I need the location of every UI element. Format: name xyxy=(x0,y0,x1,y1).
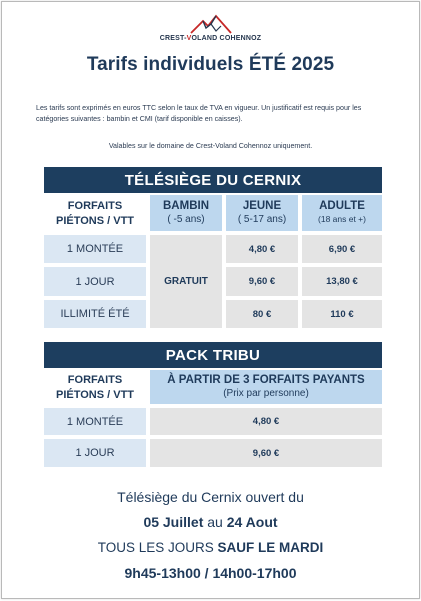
logo xyxy=(2,14,419,42)
column-header-bambin: BAMBIN ( -5 ans) xyxy=(150,195,222,231)
row-label-illimite-ete: ILLIMITÉ ÉTÉ xyxy=(44,300,146,328)
tribu-forfaits-label: FORFAITS PIÉTONS / VTT xyxy=(55,374,135,401)
tribu-price-1-jour: 9,60 € xyxy=(150,439,382,467)
opening-line: Télésiège du Cernix ouvert du xyxy=(117,489,304,505)
column-header-jeune: JEUNE ( 5-17 ans) xyxy=(226,195,298,231)
price-adulte-1-montee: 6,90 € xyxy=(302,235,382,263)
logo-text: CREST-VOLAND COHENNOZ xyxy=(159,35,262,42)
tariff-sheet xyxy=(1,1,420,599)
opening-hours: 9h45-13h00 / 14h00-17h00 xyxy=(124,565,297,581)
intro-text: Les tarifs sont exprimés en euros TTC selon le taux de TVA en vigueur. Un justificatif est requis pour les catégories suivantes : bambin et CMI (tarif disponible en caisses). xyxy=(36,104,362,123)
row-label-1-montee: 1 MONTÉE xyxy=(44,235,146,263)
page-title: Tarifs individuels ÉTÉ 2025 xyxy=(86,54,335,75)
opening-dates: 05 Juillet au 24 Aout xyxy=(143,514,278,530)
opening-days: TOUS LES JOURS SAUF LE MARDI xyxy=(97,540,324,555)
price-adulte-1-jour: 13,80 € xyxy=(302,267,382,296)
tribu-row-label-1-montee: 1 MONTÉE xyxy=(44,408,146,435)
price-jeune-1-montee: 4,80 € xyxy=(226,235,298,263)
column-header-adulte: ADULTE (18 ans et +) xyxy=(302,195,382,231)
price-jeune-1-jour: 9,60 € xyxy=(226,267,298,296)
price-adulte-illimite: 110 € xyxy=(302,300,382,328)
mountain-logo-icon xyxy=(189,14,233,34)
bambin-price-gratuit: GRATUIT xyxy=(150,235,222,328)
tribu-price-1-montee: 4,80 € xyxy=(150,408,382,435)
cernix-banner: TÉLÉSIÈGE DU CERNIX xyxy=(44,167,382,193)
domain-note: Valables sur le domaine de Crest-Voland Cohennoz uniquement. xyxy=(108,142,313,150)
cernix-forfaits-label: FORFAITS PIÉTONS / VTT xyxy=(55,200,135,227)
tribu-banner: PACK TRIBU xyxy=(44,342,382,368)
price-jeune-illimite: 80 € xyxy=(226,300,298,328)
row-label-1-jour: 1 JOUR xyxy=(44,267,146,296)
tribu-row-label-1-jour: 1 JOUR xyxy=(44,439,146,467)
tribu-column-header: À PARTIR DE 3 FORFAITS PAYANTS (Prix par personne) xyxy=(150,370,382,404)
